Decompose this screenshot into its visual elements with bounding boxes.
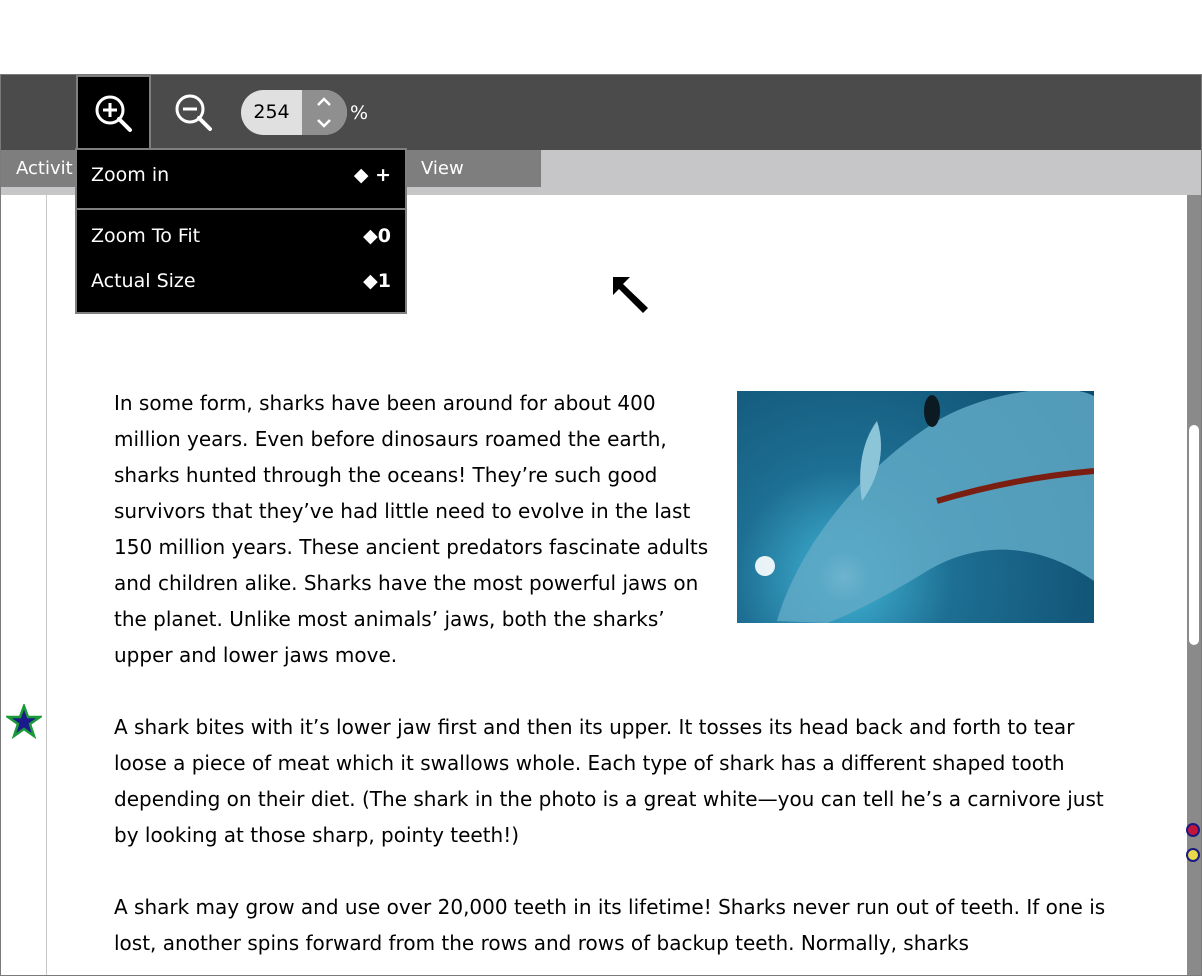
stepper-arrows-icon[interactable]	[302, 90, 347, 135]
menu-item-label: Zoom To Fit	[91, 225, 201, 247]
modifier-key-icon: ◆	[363, 225, 378, 247]
scrollbar-thumb[interactable]	[1189, 425, 1199, 645]
menu-item-actual-size[interactable]	[77, 260, 405, 300]
star-icon[interactable]	[6, 704, 42, 740]
menu-separator	[77, 208, 405, 210]
mouse-pointer-icon	[610, 274, 652, 316]
menu-item-label: Actual Size	[91, 270, 196, 292]
toolbar	[1, 75, 1201, 150]
modifier-key-icon: ◆	[363, 270, 378, 292]
tab-activity[interactable]: Activit	[16, 158, 73, 179]
zoom-unit-label: %	[350, 102, 369, 124]
paragraph-1: In some form, sharks have been around for about 400 million years. Even before dinosaurs roamed the earth, sharks hunted through the oceans! They’re such good survivors that they’ve had little need to evolve in the last 150 million years. These ancient predators fascinate adults and children alike. Sharks have the most powerful jaws on the planet. Unlike most animals’ jaws, both the sharks’ upper and lower jaws move.	[114, 391, 709, 667]
shortcut-label: ◆0	[363, 225, 391, 247]
buddy-dot-red-icon[interactable]	[1186, 823, 1200, 837]
zoom-value[interactable]: 254	[253, 101, 290, 123]
menu-item-zoom-in[interactable]	[77, 154, 405, 194]
gutter-divider	[46, 195, 47, 976]
modifier-key-icon: ◆	[353, 164, 369, 186]
shark-photo	[737, 391, 1094, 623]
buddy-dot-yellow-icon[interactable]	[1186, 848, 1200, 862]
zoom-out-icon	[172, 91, 216, 135]
zoom-spinbox[interactable]	[241, 90, 347, 135]
shortcut-label: ◆ +	[353, 164, 391, 186]
zoom-out-button[interactable]	[156, 75, 231, 150]
menu-item-zoom-to-fit[interactable]	[77, 215, 405, 255]
shortcut-label: ◆1	[363, 270, 391, 292]
tab-view[interactable]: View	[421, 158, 464, 179]
paragraph-2: A shark bites with it’s lower jaw first and then its upper. It tosses its head back and forth to tear loose a piece of meat which it swallows whole. Each type of shark has a different shaped tooth depending on their diet. (The shark in the photo is a great white—you can tell he’s a carnivore just by looking at those sharp, pointy teeth!)	[114, 715, 1104, 847]
zoom-stepper[interactable]	[302, 90, 347, 135]
zoom-menu	[75, 148, 407, 314]
menu-item-label: Zoom in	[91, 164, 170, 186]
paragraph-3: A shark may grow and use over 20,000 teeth in its lifetime! Sharks never run out of teeth. If one is lost, another spins forward from the rows and rows of backup teeth. Normally, sharks	[114, 895, 1106, 955]
zoom-in-button[interactable]	[76, 75, 151, 150]
zoom-in-icon	[92, 92, 136, 136]
